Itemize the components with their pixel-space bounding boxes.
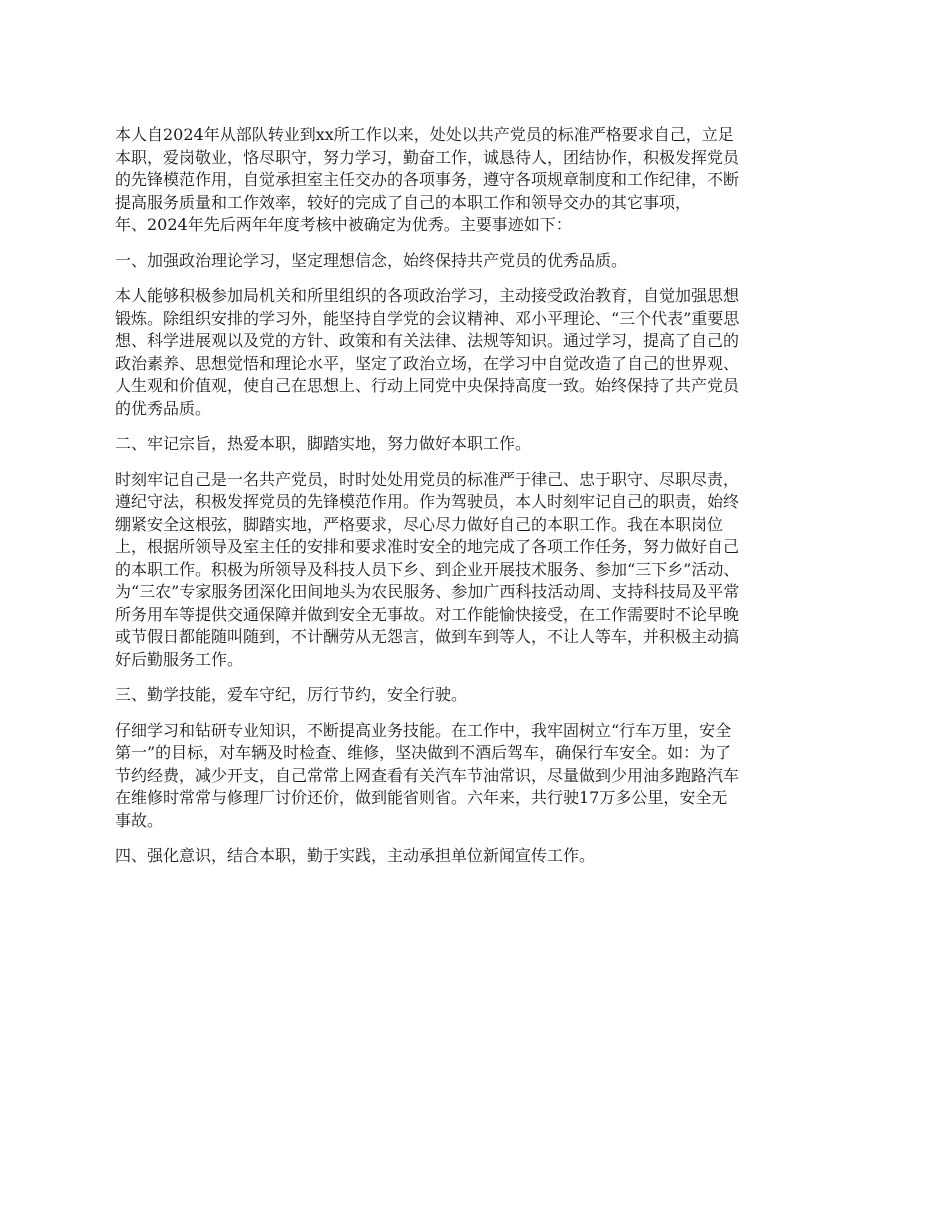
section-1-body: 本人能够积极参加局机关和所里组织的各项政治学习，主动接受政治教育，自觉加强思想 锻炼。除组织安排的学习外，能坚持自学党的会议精神、邓小平理论、“三个代表”重要思 想、科学进展观以及党的方针、政策和有关法律、法规等知识。通过学习，提高了自己的 政治素养、思想觉悟和理论水平，坚定了政治立场，在学习中自觉改造了自己的世界观、 人生观和价值观，使自己在思想上、行动上同党中央保持高度一致。始终保持了共产党员 的优秀品质。	[115, 286, 740, 418]
document-page	[115, 124, 840, 868]
section-2-heading: 二、牢记宗旨，热爱本职，脚踏实地，努力做好本职工作。	[115, 434, 532, 453]
section-1-heading: 一、加强政治理论学习，坚定理想信念，始终保持共产党员的优秀品质。	[115, 250, 628, 270]
section-4-heading: 四、强化意识，结合本职，勤于实践，主动承担单位新闻宣传工作。	[115, 846, 596, 865]
section-3-heading: 三、勤学技能，爱车守纪，厉行节约，安全行驶。	[115, 685, 468, 704]
section-3-body: 仔细学习和钻研专业知识，不断提高业务技能。在工作中，我牢固树立“行车万里，安全 第一”的目标，对车辆及时检查、维修，坚决做到不酒后驾车，确保行车安全。如：为了 节约经费，减少开支，自己常常上网查看有关汽车节油常识，尽量做到少用油多跑路汽车 在维修时常常与修理厂讨价还价，做到能省则省。六年来，共行驶17万多公里，安全无 事故。	[115, 720, 740, 830]
section-2-body: 时刻牢记自己是一名共产党员，时时处处用党员的标准严于律己、忠于职守、尽职尽责， 遵纪守法，积极发挥党员的先锋模范作用。作为驾驶员，本人时刻牢记自己的职责，始终 绷紧安全这根弦，脚踏实地，严格要求，尽心尽力做好自己的本职工作。我在本职岗位 上，根据所领导及室主任的安排和要求准时安全的地完成了各项工作任务，努力做好自己 的本职工作。积极为所领导及科技人员下乡、到企业开展技术服务、参加“三下乡”活动、 为“三农”专家服务团深化田间地头为农民服务、参加广西科技活动周、支持科技局及平常 所务用车等提供交通保障并做到安全无事故。对工作能愉快接受，在工作需要时不论早晚 或节假日都能随叫随到，不计酬劳从无怨言，做到车到等人，不让人等车，并积极主动搞 好后勤服务工作。	[115, 469, 740, 669]
intro-paragraph: 本人自2024年从部队转业到xx所工作以来，处处以共产党员的标准严格要求自己，立足 本职，爱岗敬业，恪尽职守，努力学习，勤奋工作，诚恳待人，团结协作，积极发挥党员 的先锋模范作用，自觉承担室主任交办的各项事务，遵守各项规章制度和工作纪律，不断 提高服务质量和工作效率，较好的完成了自己的本职工作和领导交办的其它事项， 年、2024年先后两年年度考核中被确定为优秀。主要事迹如下：	[115, 125, 740, 234]
